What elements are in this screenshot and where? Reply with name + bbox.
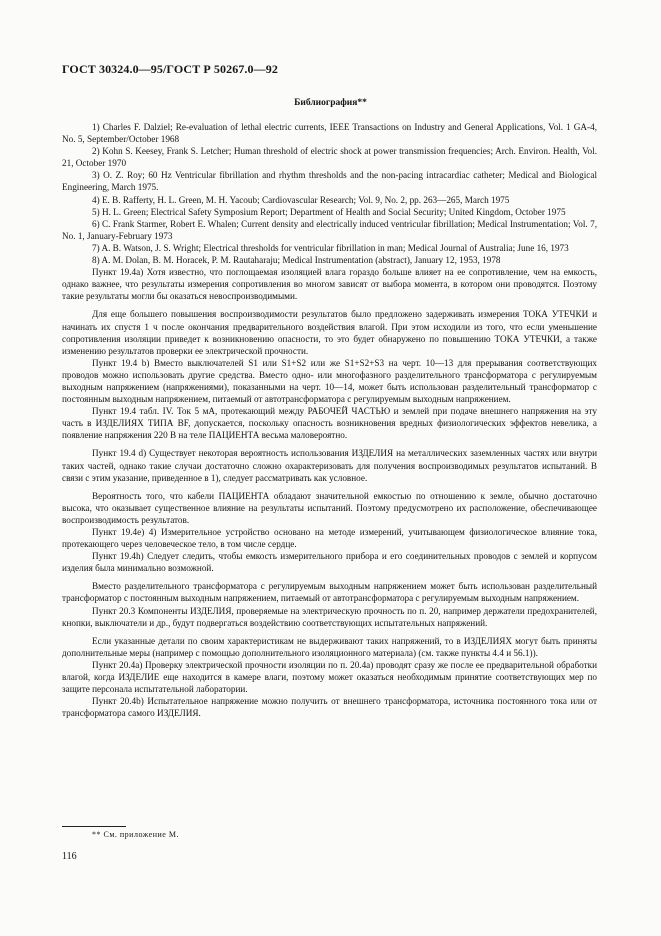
reference-3: 3) O. Z. Roy; 60 Hz Ventricular fibrillation and rhythm thresholds and the non-pacing intracardiac catheter; Medical and Biological Engineering, March 1975. <box>62 170 597 193</box>
paragraph-19-4b: Пункт 19.4 b) Вместо выключателей S1 или S1+S2 или же S1+S2+S3 на черт. 10—13 для прерывания соответствующих проводов можно использовать другие средства. Вместо одно- или многофазного разделительного трансформатора с регулируемым выходным напряжением (напряжениями), показанными на черт. 10—14, может быть использован разделительный трансформатор с постоянным выходным напряжением, питаемый от автотрансформатора с регулируемым выходным напряжением. <box>62 357 597 405</box>
page-number: 116 <box>62 851 77 862</box>
paragraph-leakage: Для еще большего повышения воспроизводимости результатов было предложено задерживать измерения ТОКА УТЕЧКИ и начинать их спустя 1 ч после окончания предварительного воздействия влагой. При этом исходили из того, что если уменьшение сопротивления изоляции приведет к возникновению опасности, то это будет обнаружено по повышению ТОКА УТЕЧКИ, а также изменению результатов проверки ее электрической прочности. <box>62 309 597 356</box>
paragraph-additional-measures: Если указанные детали по своим характеристикам не выдерживают таких напряжений, то в ИЗДЕЛИЯХ могут быть приняты дополнительные меры (например с помощью дополнительного изоляционного материала) (см. также пункты 4.4 и 56.1)). <box>62 635 597 658</box>
paragraph-19-4h: Пункт 19.4h) Следует следить, чтобы емкость измерительного прибора и его соединительных проводов с землей и корпусом изделия была минимально возможной. <box>62 551 597 574</box>
reference-1: 1) Charles F. Dalziel; Re-evaluation of lethal electric currents, IEEE Transactions on Industry and General Applications, Vol. 1 GA-4, No. 5, September/October 1968 <box>62 122 597 145</box>
reference-7: 7) A. B. Watson, J. S. Wright; Electrical thresholds for ventricular fibrillation in man; Medical Journal of Australia; June 16, 1973 <box>92 242 569 253</box>
paragraph-20-4a: Пункт 20.4a) Проверку электрической прочности изоляции по п. 20.4a) проводят сразу же после ее предварительной обработки влагой, когда ИЗДЕЛИЕ еще находится в камере влаги, поэтому может оказаться необходимым принятие соответствующих мер по защите персонала испытательной лаборатории. <box>62 659 597 695</box>
paragraph-20-3: Пункт 20.3 Компоненты ИЗДЕЛИЯ, проверяемые на электрическую прочность по п. 20, например держатели предохранителей, кнопки, выключатели и др., будут подвергаться воздействию соответствующих испытательных напряжений. <box>62 605 597 628</box>
paragraph-20-4b: Пункт 20.4b) Испытательное напряжение можно получить от внешнего трансформатора, источника постоянного тока или от трансформатора самого ИЗДЕЛИЯ. <box>62 696 597 719</box>
reference-8: 8) A. M. Dolan, B. M. Horacek, P. M. Rautaharaju; Medical Instrumentation (abstract), January 12, 1953, 1978 <box>92 255 501 266</box>
paragraph-19-4d: Пункт 19.4 d) Существует некоторая вероятность использования ИЗДЕЛИЯ на металлических заземленных частях или внутри таких частей, однако такие случаи достаточно сложно охарактеризовать для получения воспроизводимых результатов испытаний. В связи с этим указание, приведенное в 1), следует рассматривать как условное. <box>62 448 597 483</box>
body-text <box>62 121 597 719</box>
paragraph-19-4-table: Пункт 19.4 табл. IV. Ток 5 мА, протекающий между РАБОЧЕЙ ЧАСТЬЮ и землей при подаче внешнего напряжения на эту часть в ИЗДЕЛИЯХ ТИПА BF, допускается, поскольку опасность возникновения вредных физиологических эффектов невелика, а появление напряжения 220 В на теле ПАЦИЕНТА весьма маловероятно. <box>62 406 597 441</box>
standard-header: ГОСТ 30324.0—95/ГОСТ Р 50267.0—92 <box>62 62 278 76</box>
reference-6: 6) C. Frank Starmer, Robert E. Whalen; Current density and electrically induced ventricular fibrillation; Medical Instrumentation; Vol. 7, No. 1, January-February 1973 <box>62 218 597 241</box>
paragraph-19-4e: Пункт 19.4e) 4) Измерительное устройство основано на методе измерений, учитывающем физиологическое влияние тока, протекающего через человеческое тело, в том числе сердце. <box>62 527 597 550</box>
footnote-divider <box>62 826 126 827</box>
reference-2: 2) Kohn S. Keesey, Frank S. Letcher; Human threshold of electric shock at power transmission frequencies; Arch. Environ. Health, Vol. 21, October 1970 <box>62 146 597 169</box>
paragraph-19-4a: Пункт 19.4a) Хотя известно, что поглощаемая изоляцией влага гораздо больше влияет на ее сопротивление, чем на емкость, однако важнее, что результаты измерения сопротивления во многом зависят от выбора момента, в котором они проводятся. Поэтому такие результаты могли бы оказаться невоспроизводимыми. <box>62 267 597 302</box>
footnote: ** См. приложение М. <box>92 830 179 839</box>
reference-4: 4) E. B. Rafferty, H. L. Green, M. H. Yacoub; Cardiovascular Research; Vol. 9, No. 2, pp. 263—265, March 1975 <box>92 194 510 205</box>
reference-5: 5) H. L. Green; Electrical Safety Symposium Report; Department of Health and Social Security; United Kingdom, October 1975 <box>92 206 566 217</box>
paragraph-transformer: Вместо разделительного трансформатора с регулируемым выходным напряжением может быть использован разделительный трансформатор с постоянным выходным напряжением, питаемый от автотрансформатора с регулируемым выходным напряжением. <box>62 581 597 604</box>
paragraph-capacitance: Вероятность того, что кабели ПАЦИЕНТА обладают значительной емкостью по отношению к земле, обычно достаточно высока, что оказывает существенное влияние на результаты испытаний. Поэтому предусмотрено их расположение, обеспечивающее воспроизводимость результатов. <box>62 490 597 525</box>
section-title: Библиография** <box>294 98 367 108</box>
